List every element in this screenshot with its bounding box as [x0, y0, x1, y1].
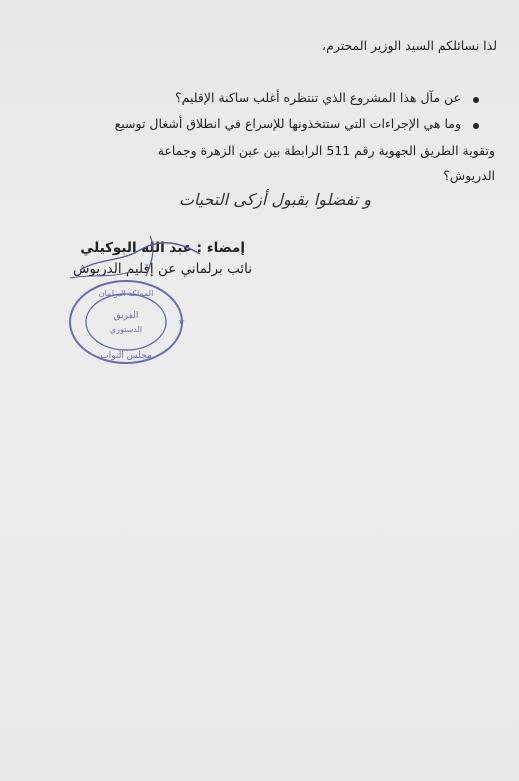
signature-name: إمضاء : عبد الله البوكيلي — [80, 240, 245, 256]
official-stamp — [66, 278, 186, 366]
intro-line: لذا نسائلكم السيد الوزير المحترم، — [322, 38, 497, 53]
stamp-star: ★ — [178, 317, 186, 326]
question-2: وما هي الإجراءات التي ستتخذونها للإسراع في انطلاق أشغال توسيع — [114, 116, 461, 131]
stamp-inner-text: الدستوري — [109, 325, 143, 334]
stamp-top-text: المملكة البرلمان — [98, 289, 154, 298]
stamp-outer-text: مجلس النواب — [100, 351, 152, 361]
question-2-continuation-end: الدريوش؟ — [443, 168, 495, 183]
closing-salutation: و تفضلوا بقبول أزكى التحيات — [178, 190, 371, 209]
question-2-continuation: وتقوية الطريق الجهوية رقم 511 الرابطة بين عين الزهرة وجماعة — [157, 143, 495, 158]
stamp-center-text: الفريق — [113, 311, 139, 321]
question-1: عن مآل هذا المشروع الذي تنتظره أغلب ساكنة الإقليم؟ — [175, 90, 461, 105]
bullet-dot — [473, 97, 479, 103]
signature-title: نائب برلماني عن إقليم الدريوش — [72, 261, 252, 277]
bullet-dot — [473, 123, 479, 129]
